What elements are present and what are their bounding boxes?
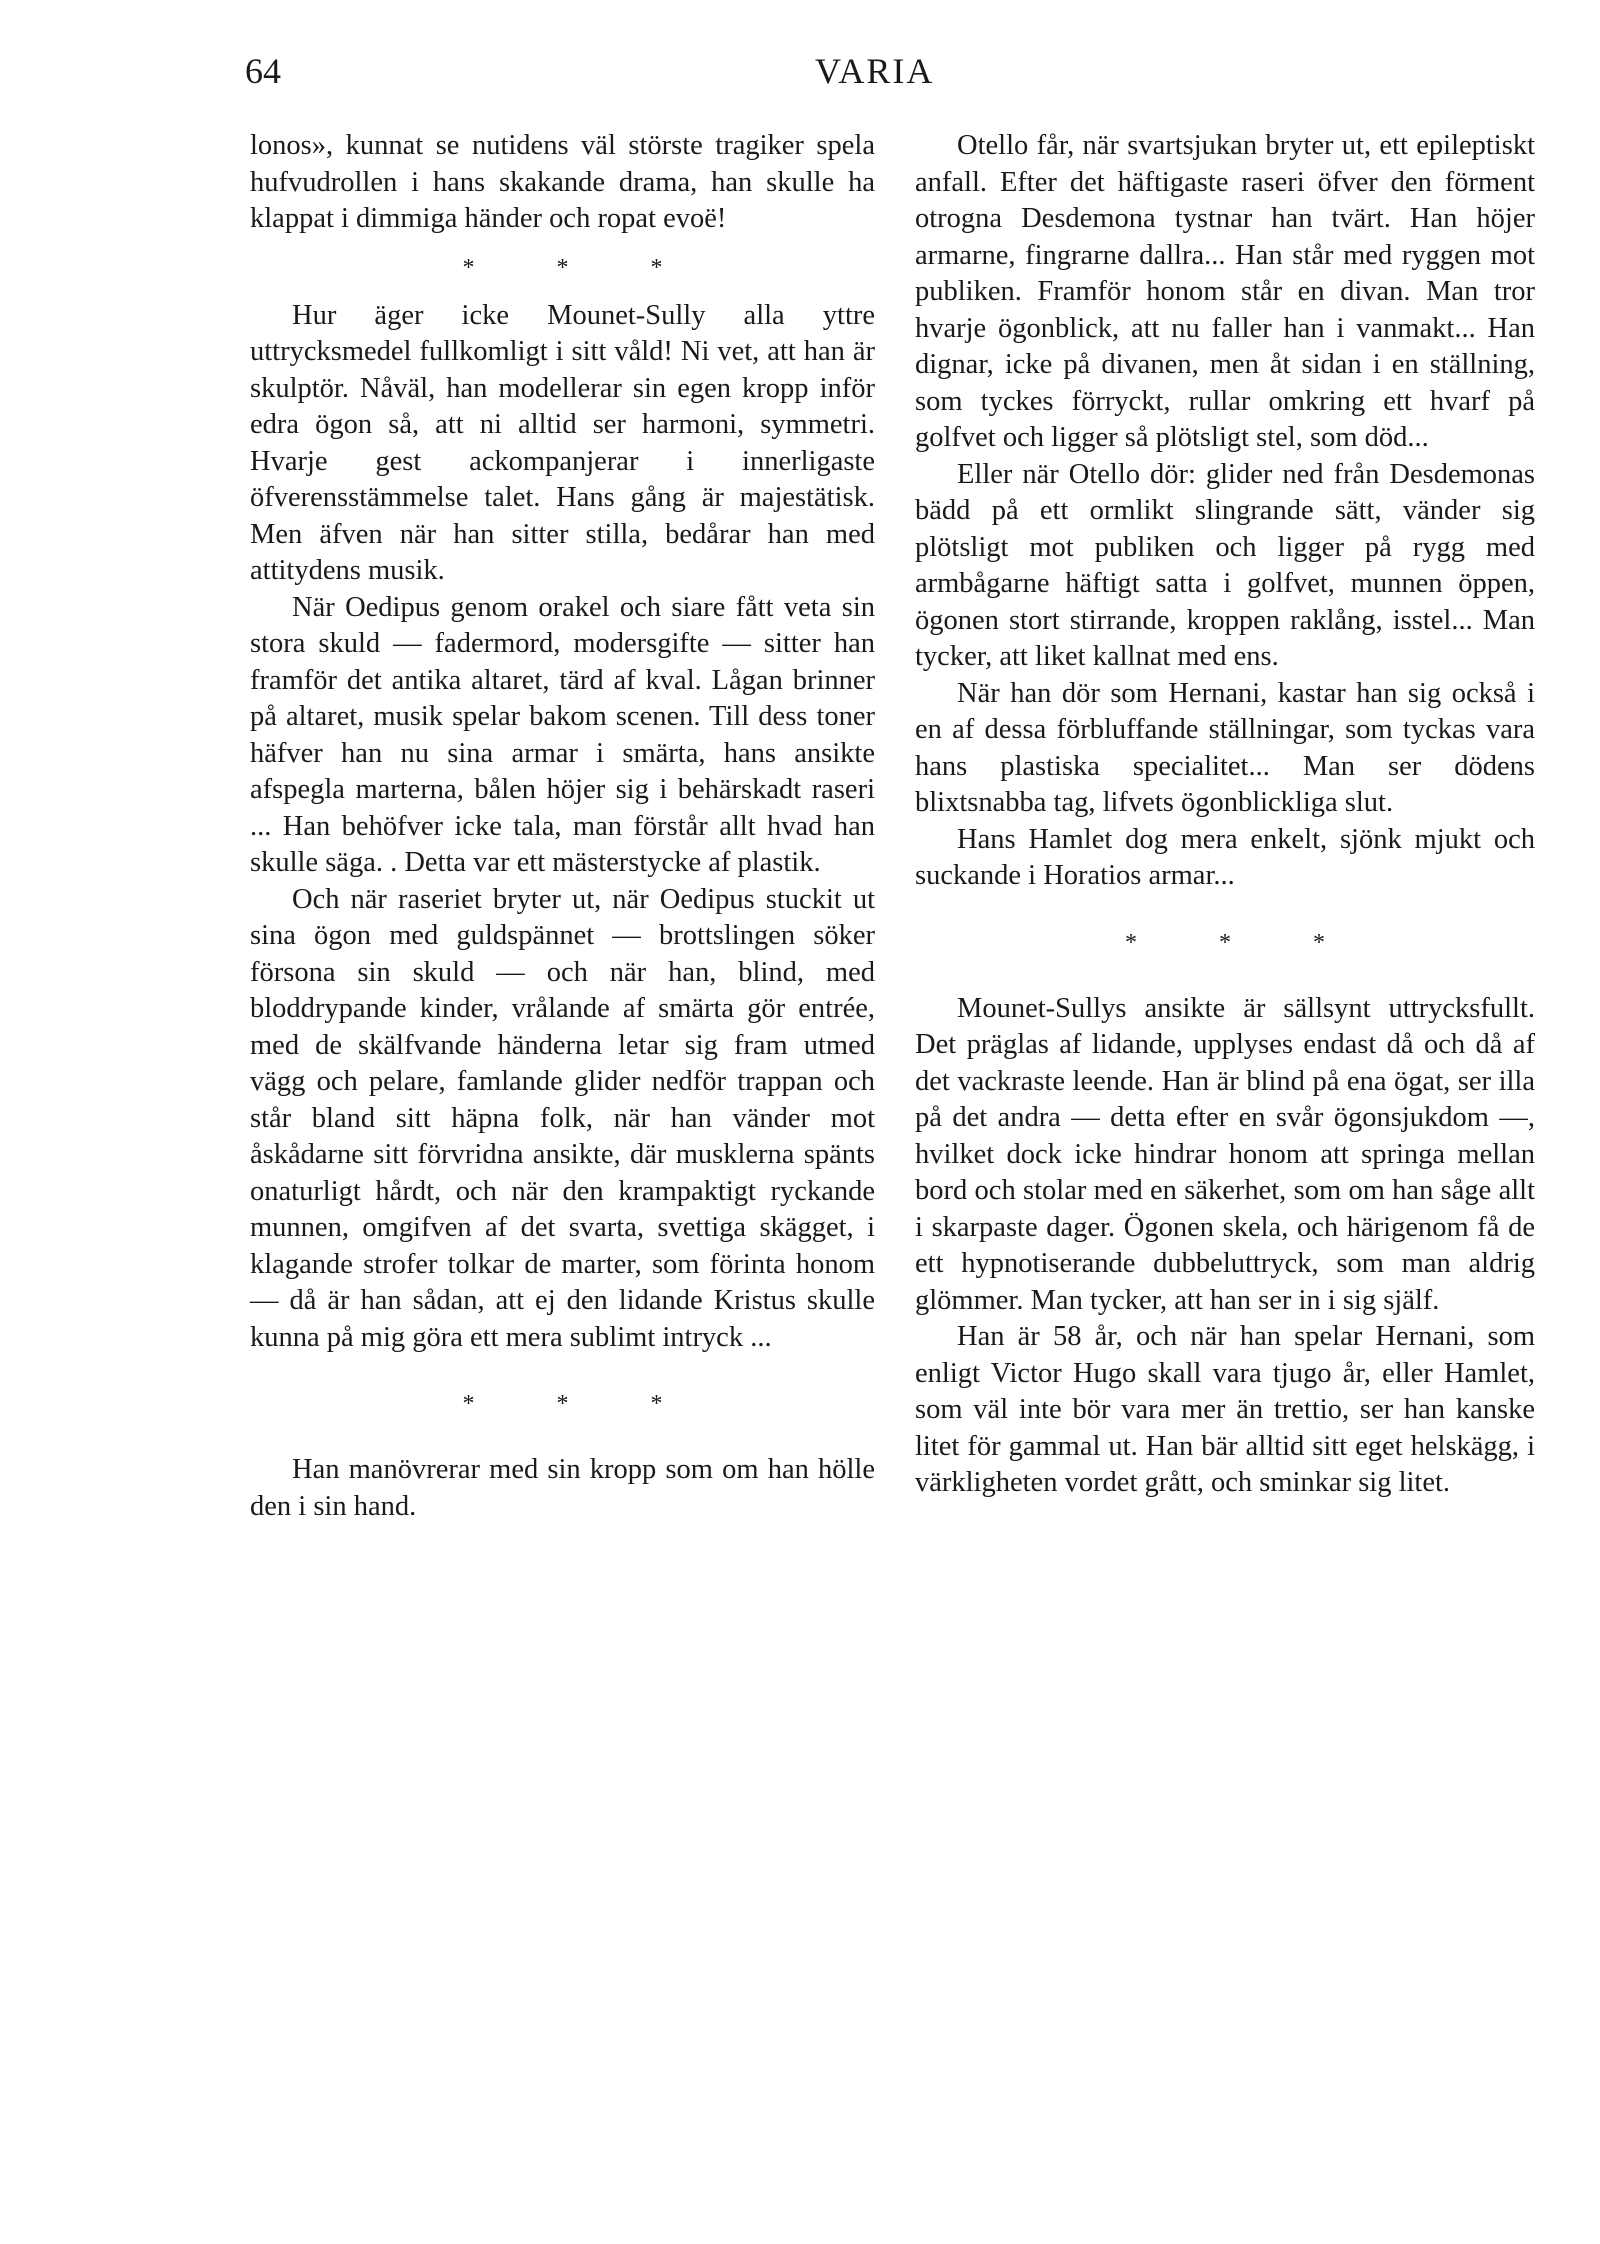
paragraph: Hans Hamlet dog mera enkelt, sjönk mjukt och suckande i Horatios armar... [915, 823, 1535, 891]
page-number: 64 [245, 51, 281, 91]
paragraph: Och när raseriet bryter ut, när Oedipus stuckit ut sina ögon med guldspännet — brottslingen söker försona sin skuld — och när han, blind, med bloddrypande kinder, vrålande af smärta gör entrée, med de skälfvande händerna letar sig fram utmed vägg och pelare, famlande glider nedför trappan och står bland sitt häpna folk, när han vänder mot åskådarne sitt förvridna ansikte, där musklerna spänts onaturligt hårdt, och när den krampaktigt ryckande munnen, omgifven af det svarta, svettiga skägget, i klagande strofer tolkar de marter, som förinta honom — då är han sådan, att ej den lidande Kristus skulle kunna på mig göra ett mera sublimt intryck ... [250, 883, 875, 1353]
left-column [250, 128, 875, 1525]
paragraph: Otello får, när svartsjukan bryter ut, ett epileptiskt anfall. Efter det häftigaste raseri öfver den förment otrogna Desdemona tystnar han tvärt. Han höjer armarne, fingrarne dallra... Han står med ryggen mot publiken. Framför honom står en divan. Man tror hvarje ögonblick, att nu faller han i vanmakt... Han dignar, icke på divanen, men åt sidan i en ställning, som tyckes förryckt, rullar omkring ett hvarf på golfvet och ligger så plötsligt stel, som död... [915, 130, 1535, 453]
paragraph: När han dör som Hernani, kastar han sig också i en af dessa förbluffande ställningar, som tyckas vara hans plastiska specialitet... Man ser dödens blixtsnabba tag, lifvets ögonblickliga slut. [915, 677, 1535, 818]
section-divider-stars: * * * [462, 254, 701, 281]
paragraph: Hur äger icke Mounet-Sully alla yttre uttrycksmedel fullkomligt i sitt våld! Ni vet, att han är skulptör. Nåväl, han modellerar sin egen kropp inför edra ögon så, att ni alltid ser harmoni, symmetri. Hvarje gest ackompanjerar i innerligaste öfverensstämmelse talet. Hans gång är majestätisk. Men äfven när han sitter stilla, bedårar han med attitydens musik. [250, 299, 875, 586]
paragraph: lonos», kunnat se nutidens väl störste tragiker spela hufvudrollen i hans skakande drama, han skulle ha klappat i dimmiga händer och ropat evoë! [250, 130, 875, 234]
section-divider-stars: * * * [462, 1391, 701, 1417]
paragraph: Mounet-Sullys ansikte är sällsynt uttrycksfullt. Det präglas af lidande, upplyses endast då och då af det vackraste leende. Han är blind på ena ögat, ser illa på det andra — detta efter en svår ögonsjukdom —, hvilket dock icke hindrar honom att springa mellan bord och stolar med en säkerhet, som om han såge allt i skarpaste dager. Ögonen skela, och härigenom få de ett hypnotiserande dubbeluttryck, som man aldrig glömmer. Man tycker, att han ser in i sig själf. [915, 992, 1535, 1316]
paragraph: Han är 58 år, och när han spelar Hernani, som enligt Victor Hugo skall vara tjugo år, eller Hamlet, som väl inte bör vara mer än trettio, ser han kanske litet för gammal ut. Han bär alltid sitt eget helskägg, i värkligheten vordet grått, och sminkar sig litet. [915, 1321, 1535, 1498]
page-header [245, 42, 1535, 102]
paragraph: Han manövrerar med sin kropp som om han hölle den i sin hand. [250, 1454, 875, 1522]
paragraph: När Oedipus genom orakel och siare fått veta sin stora skuld — fadermord, modersgifte — sitter han framför det antika altaret, tärd af kval. Lågan brinner på altaret, musik spelar bakom scenen. Till dess toner häfver han nu sina armar i smärta, hans ansikte afspegla marterna, bålen höjer sig i behärskadt raseri ... Han behöfver icke tala, man förstår allt hvad han skulle säga. . Detta var ett mästerstycke af plastik. [250, 591, 875, 878]
section-divider-stars: * * * [1125, 929, 1363, 956]
running-head: VARIA [815, 51, 935, 91]
paragraph: Eller när Otello dör: glider ned från Desdemonas bädd på ett ormlikt slingrande sätt, vänder sig plötsligt mot publiken och ligger på rygg med armbågarne häftigt satta i golfvet, munnen öppen, ögonen stort stirrande, kroppen raklång, isstel... Man tycker, att liket kallnat med ens. [915, 458, 1535, 672]
right-column [915, 128, 1535, 1502]
